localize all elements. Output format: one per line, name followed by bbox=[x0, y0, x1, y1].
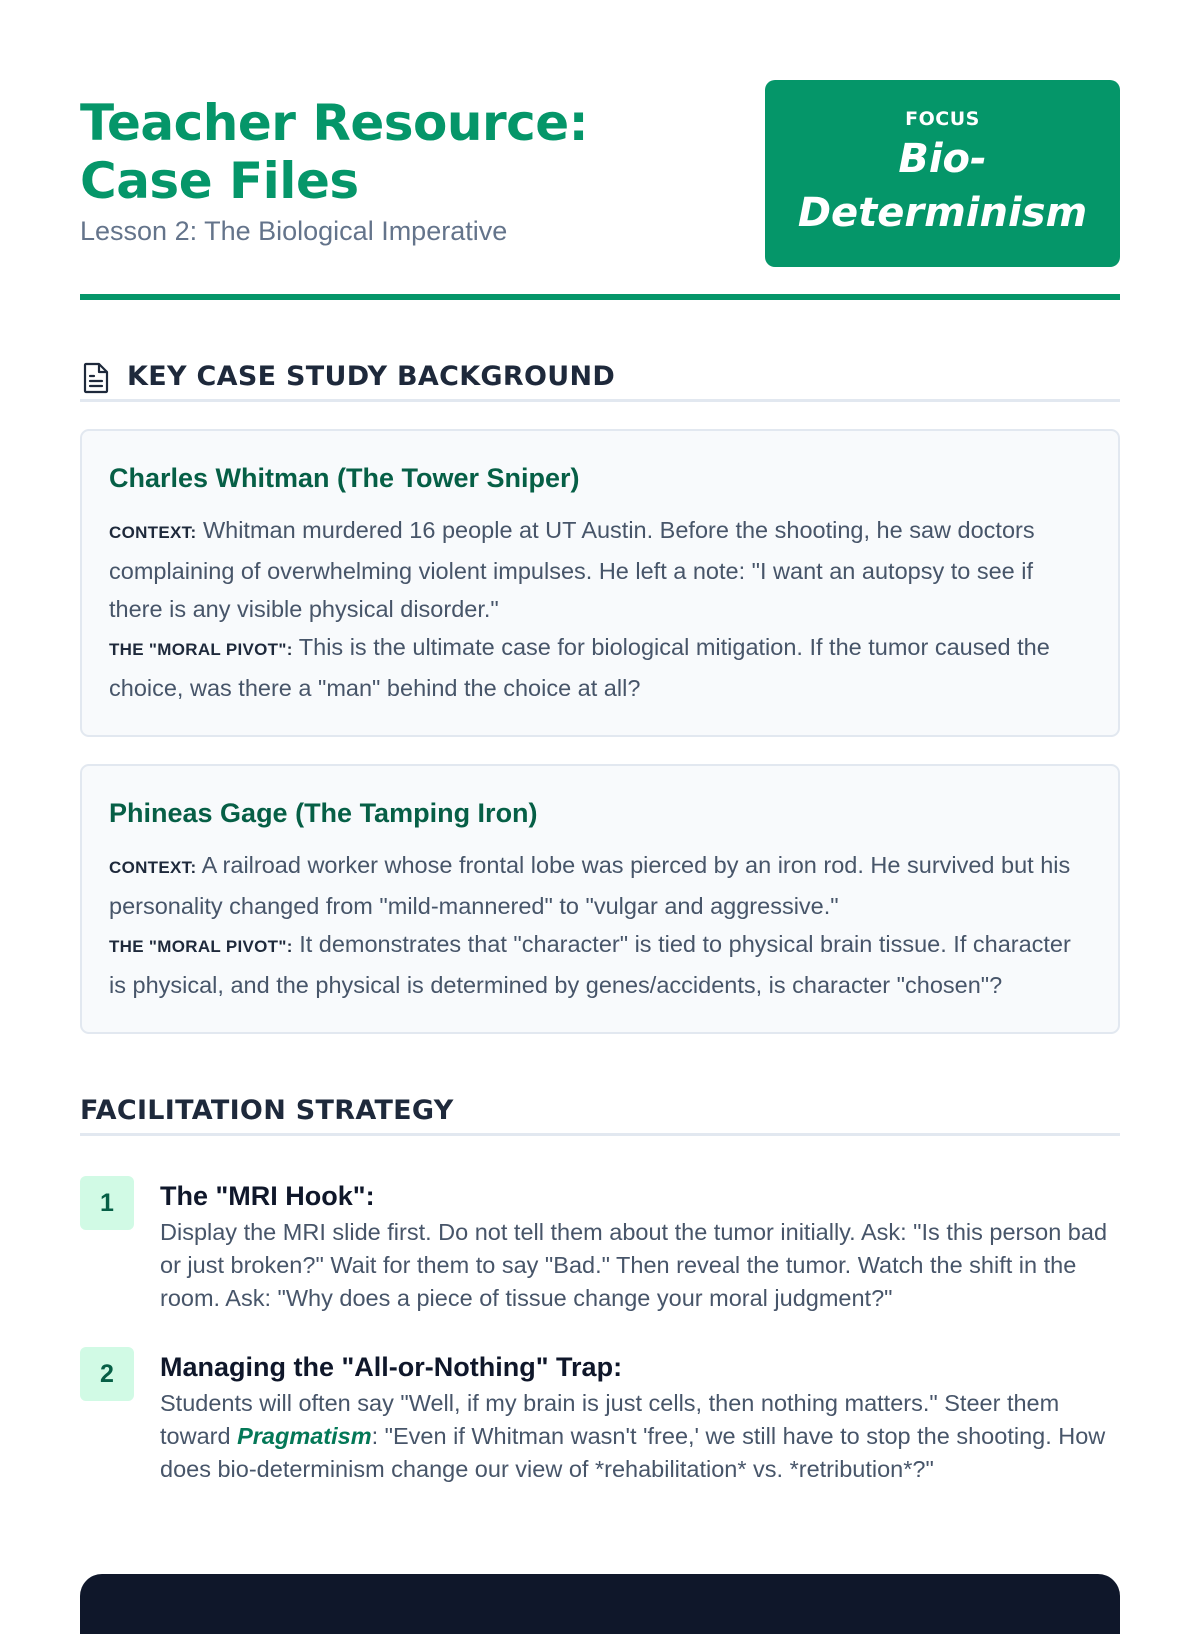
document-icon bbox=[82, 362, 110, 394]
case-card-whitman bbox=[80, 429, 1120, 737]
focus-value: Bio-Determinism bbox=[797, 136, 1088, 236]
strategy-section-title: FACILITATION STRATEGY bbox=[80, 1095, 454, 1126]
strategy-list bbox=[80, 1176, 1120, 1486]
strategy-title: Managing the "All-or-Nothing" Trap: bbox=[160, 1352, 623, 1382]
pragmatism-term: Pragmatism bbox=[237, 1423, 372, 1449]
case-body bbox=[109, 511, 1092, 707]
page-title: Teacher Resource: Case Files bbox=[80, 94, 589, 210]
case-title: Charles Whitman (The Tower Sniper) bbox=[109, 463, 580, 493]
moral-pivot-text: It demonstrates that "character" is tied to physical brain tissue. If character is physical, and the physical is determined by genes/accidents, is character "chosen"? bbox=[109, 931, 1071, 998]
focus-label: FOCUS bbox=[905, 108, 980, 130]
case-list bbox=[80, 429, 1120, 1034]
strategy-item bbox=[80, 1176, 1120, 1315]
footer-bar bbox=[80, 1574, 1120, 1634]
strategy-body-text: Students will often say "Well, if my brain is just cells, then nothing matters." Steer them toward bbox=[160, 1390, 1060, 1449]
case-section-title: KEY CASE STUDY BACKGROUND bbox=[127, 361, 616, 392]
context-text: A railroad worker whose frontal lobe was pierced by an iron rod. He survived but his personality changed from "mild-mannered" to "vulgar and aggressive." bbox=[109, 852, 1071, 919]
case-card-gage bbox=[80, 764, 1120, 1034]
moral-pivot-label: THE "MORAL PIVOT": bbox=[109, 937, 293, 956]
case-body bbox=[109, 846, 1092, 1004]
strategy-item bbox=[80, 1347, 1120, 1486]
focus-box bbox=[765, 80, 1120, 267]
strategy-body-text: : "Even if Whitman wasn't 'free,' we still have to stop the shooting. How does bio-determinism change our view of *rehabilitation* vs. *retribution*?" bbox=[160, 1423, 1106, 1482]
context-text: Whitman murdered 16 people at UT Austin. Before the shooting, he saw doctors complaining of overwhelming violent impulses. He left a note: "I want an autopsy to see if there is any visible physical disorder." bbox=[109, 517, 1035, 622]
context-label: CONTEXT: bbox=[109, 523, 197, 542]
case-title: Phineas Gage (The Tamping Iron) bbox=[109, 798, 538, 828]
moral-pivot-label: THE "MORAL PIVOT": bbox=[109, 640, 293, 659]
step-number-badge: 2 bbox=[80, 1347, 134, 1401]
strategy-title: The "MRI Hook": bbox=[160, 1181, 375, 1211]
strategy-section-heading bbox=[80, 1089, 1120, 1136]
moral-pivot-text: This is the ultimate case for biological mitigation. If the tumor caused the choice, was there a "man" behind the choice at all? bbox=[109, 634, 1050, 701]
strategy-body bbox=[160, 1387, 1120, 1486]
case-section-heading bbox=[80, 355, 1120, 402]
strategy-body: Display the MRI slide first. Do not tell them about the tumor initially. Ask: "Is this person bad or just broken?" Wait for them to say "Bad." Then reveal the tumor. Watch the shift in the room. Ask: "Why does a piece of tissue change your moral judgment?" bbox=[160, 1219, 1108, 1311]
page-header bbox=[80, 80, 1120, 300]
page-subtitle: Lesson 2: The Biological Imperative bbox=[80, 216, 508, 246]
step-number-badge: 1 bbox=[80, 1176, 134, 1230]
context-label: CONTEXT: bbox=[109, 858, 197, 877]
